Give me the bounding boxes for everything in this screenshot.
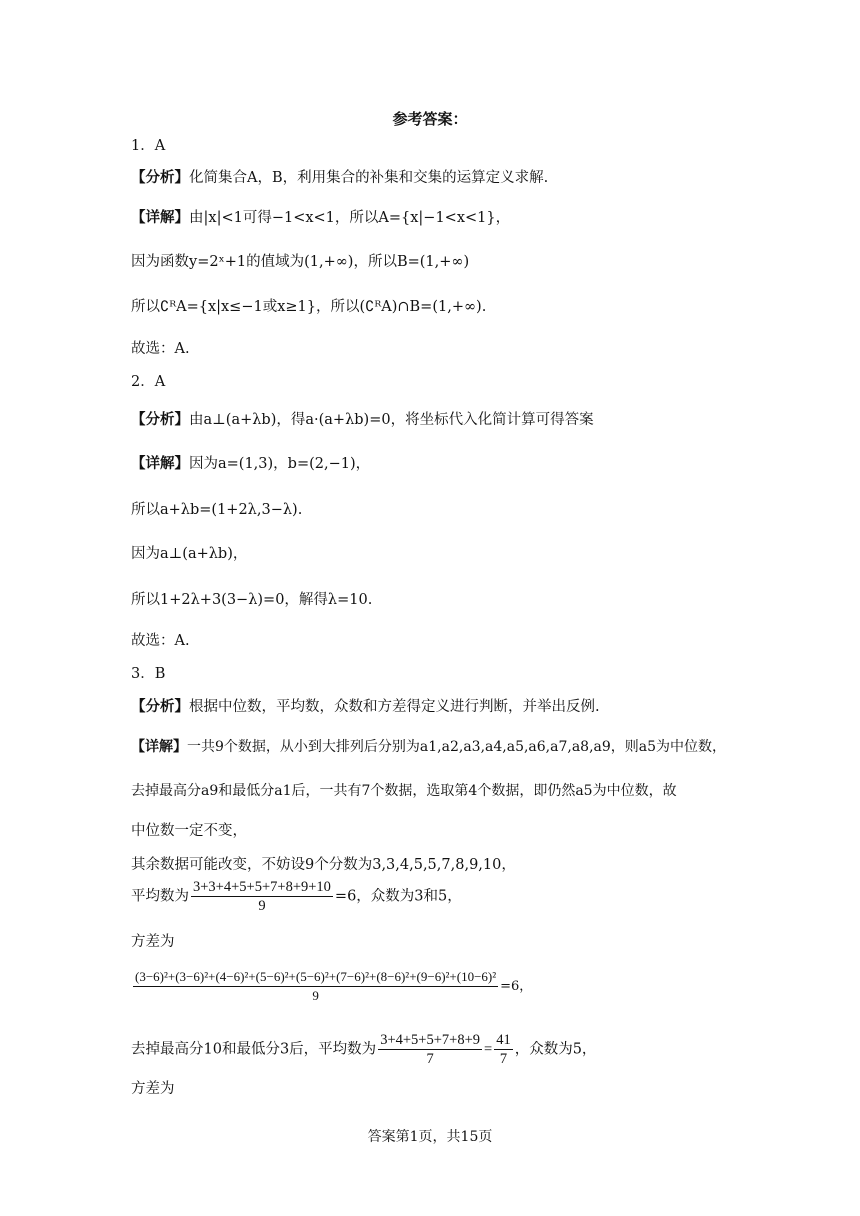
q3-after-suffix: ，众数为5，: [514, 1041, 597, 1058]
q2-detail-1: [131, 454, 370, 474]
q1-detail-1: [131, 208, 510, 228]
q2-detail-tag: 【详解】: [131, 455, 189, 472]
q2-answer: 故选：A.: [131, 633, 190, 649]
q3-mean-line: [131, 878, 462, 915]
q3-after-line: [131, 1031, 596, 1068]
q3-after-numerator-2: 41: [496, 1032, 511, 1048]
q2-number: 2．A: [131, 374, 166, 390]
q3-variance-denominator: 9: [312, 988, 319, 1003]
q2-detail-2: 所以a+λb=(1+2λ,3−λ).: [131, 502, 303, 518]
q3-mean-denominator: 9: [258, 898, 266, 914]
q1-detail-line1: 由|x|<1可得−1<x<1，所以A={x|−1<x<1}，: [189, 210, 511, 226]
q1-analysis-tag: 【分析】: [131, 169, 189, 186]
q2-analysis: [131, 410, 594, 430]
q1-detail-2: 因为函数y=2ˣ+1的值域为(1,+∞)，所以B=(1,+∞): [131, 254, 470, 270]
q1-analysis-text: 化简集合A，B，利用集合的补集和交集的运算定义求解.: [189, 170, 549, 186]
q3-number: 3．B: [131, 666, 166, 682]
q3-detail-line1: 一共9个数据，从小到大排列后分别为a1,a2,a3,a4,a5,a6,a7,a8,a9，则a5为中位数，: [187, 739, 727, 755]
q3-after-fraction: [378, 1031, 482, 1068]
q3-after-denominator: 7: [426, 1051, 434, 1067]
q3-variance-fraction: [133, 968, 498, 1005]
q3-variance-line: [131, 968, 532, 1005]
q3-detail-4: 其余数据可能改变，不妨设9个分数为3,3,4,5,5,7,8,9,10，: [131, 857, 516, 873]
q3-mean-numerator: 3+3+4+5+5+7+8+9+10: [193, 879, 331, 895]
page-footer: 答案第1页，共15页: [367, 1129, 493, 1145]
q2-detail-4: 所以1+2λ+3(3−λ)=0，解得λ=10.: [131, 592, 373, 608]
q3-variance-label: 方差为: [131, 934, 175, 950]
q3-after-numerator: 3+4+5+5+7+8+9: [380, 1032, 481, 1048]
q2-analysis-text: 由a⊥(a+λb)，得a·(a+λb)=0，将坐标代入化简计算可得答案: [189, 412, 594, 428]
q3-detail-2: 去掉最高分a9和最低分a1后，一共有7个数据，选取第4个数据，即仍然a5为中位数，故: [131, 783, 677, 799]
q3-variance-suffix: =6，: [500, 979, 533, 994]
q3-variance-label-2: 方差为: [131, 1081, 175, 1097]
q3-after-prefix: 去掉最高分10和最低分3后，平均数为: [131, 1041, 377, 1058]
q3-analysis-tag: 【分析】: [131, 698, 189, 715]
q3-analysis: [131, 697, 600, 717]
q3-mean-suffix: =6，众数为3和5，: [334, 888, 462, 905]
page-title: 参考答案：: [392, 110, 468, 128]
q3-variance-numerator: (3−6)²+(3−6)²+(4−6)²+(5−6)²+(5−6)²+(7−6)²+(8−6)²+(9−6)²+(10−6)²: [133, 968, 498, 987]
q3-detail-tag: 【详解】: [131, 739, 187, 755]
q1-detail-3: 所以∁ᴿA={x|x≤−1或x≥1}，所以(∁ᴿA)∩B=(1,+∞).: [131, 299, 487, 315]
q3-mean-fraction: [191, 878, 333, 915]
q3-after-equals: =: [484, 1041, 493, 1058]
q3-detail-1: [131, 737, 726, 757]
q1-answer: 故选：A.: [131, 341, 190, 357]
q3-after-fraction-2: [494, 1031, 513, 1068]
q3-analysis-text: 根据中位数，平均数，众数和方差得定义进行判断，并举出反例.: [189, 699, 600, 715]
q3-mean-prefix: 平均数为: [131, 888, 189, 905]
q1-analysis: [131, 168, 548, 188]
q1-number: 1．A: [131, 138, 166, 154]
q1-detail-tag: 【详解】: [131, 209, 189, 226]
q2-detail-line1: 因为a=(1,3)，b=(2,−1)，: [189, 456, 371, 472]
q3-after-denominator-2: 7: [499, 1051, 508, 1067]
q2-detail-3: 因为a⊥(a+λb)，: [131, 546, 248, 562]
q3-detail-3: 中位数一定不变，: [131, 823, 247, 839]
q2-analysis-tag: 【分析】: [131, 411, 189, 428]
